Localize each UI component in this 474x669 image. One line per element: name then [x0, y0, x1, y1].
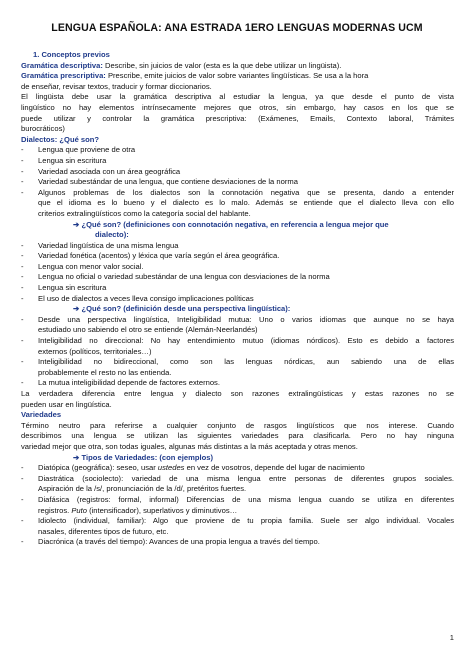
paragraph-line: pueden usar en lingüística. [21, 399, 112, 409]
page-number: 1 [449, 633, 454, 642]
section-heading-conceptos: 1. Conceptos previos [33, 50, 110, 59]
list-item: - Variedad fonética (acentos) y léxica que varía según el área geográfica. [21, 251, 454, 262]
list-item: - Lengua sin escritura [21, 283, 454, 294]
gramatica-prescriptiva-text: Prescribe, emite juicios de valor sobre variantes lingüísticas. Se usa a la hora [105, 71, 369, 81]
gramatica-prescriptiva-label: Gramática prescriptiva: [21, 71, 106, 81]
gramatica-descriptiva-text: Describe, sin juicios de valor (esta es la que debe utilizar un lingüista). [102, 60, 342, 70]
list-item: - Variedad subestándar de una lengua, que contiene desviaciones de la norma [21, 177, 454, 188]
list-item-idiolecto: - Idiolecto (individual, familiar): Algo que proviene de tu propia familia. Suele ser algo individual. Vocales [21, 516, 454, 527]
arrow-heading-negativa: ➔ ¿Qué son? (definiciones con connotación negativa, en referencia a lengua mejor que [73, 219, 389, 229]
list-item-cont: externos (políticos, territoriales…) [38, 346, 152, 356]
list-item: - Lengua con menor valor social. [21, 262, 454, 273]
list-item-cont: criterios extralingüísticos como la categoría social del hablante. [38, 208, 251, 218]
italic-segment: Puto [71, 505, 87, 515]
list-item-cont: que el idioma es lo bueno y el dialecto es lo malo. Además se entiende que el dialecto lleva con ello [38, 198, 454, 208]
paragraph-line: puede utilizar y controlar la gramática prescriptiva: (Exámenes, Emails, Contexto laboral, Trámites [21, 113, 454, 123]
list-item: - Lengua no oficial o variedad subestándar de una lengua con desviaciones de la norma [21, 272, 454, 283]
list-item-diatopica [21, 463, 454, 474]
list-item: - Desde una perspectiva lingüística, Inteligibilidad mutua: Uno o varios idiomas que aunque no se haya [21, 315, 454, 326]
list-item: - Lengua sin escritura [21, 156, 454, 167]
list-item: - Algunos problemas de los dialectos son la connotación negativa que se presenta, dando a entender [21, 188, 454, 199]
gramatica-descriptiva-label: Gramática descriptiva: [21, 60, 103, 70]
list-item: - Variedad asociada con un área geográfica [21, 167, 454, 178]
list-item: - Variedad lingüística de una misma lengua [21, 241, 454, 252]
paragraph-line: La verdadera diferencia entre lengua y dialecto son razones extralingüísticas y estas razones no se [21, 389, 454, 398]
arrow-heading-linguistica: ➔ ¿Qué son? (definición desde una perspectiva lingüística): [73, 304, 291, 314]
list-item-cont: estudiado uno sabiendo el otro se entiende (Alemán-Neerlandés) [38, 325, 258, 335]
list-item-diastratica: - Diastrática (sociolecto): variedad de una misma lengua entre personas de diferentes grupos sociales. [21, 474, 454, 485]
dialectos-heading: Dialectos: ¿Qué son? [21, 134, 100, 144]
variedades-heading: Variedades [21, 410, 62, 420]
text-segment: Diatópica (geográfica): seseo, usar [38, 463, 158, 473]
text-segment: en vez de vosotros, depende del lugar de nacimiento [184, 463, 365, 473]
gramatica-descriptiva-line [21, 61, 454, 72]
text-segment: registros. [38, 505, 72, 515]
paragraph-line: El lingüista debe usar la gramática descriptiva al estudiar la lengua, ya que desde el punto de vista [21, 92, 454, 102]
list-item-cont: probablemente el resto no las entienda. [38, 367, 172, 377]
paragraph-line: burocráticos) [21, 124, 65, 134]
list-item: - La mutua inteligibilidad depende de factores externos. [21, 378, 454, 389]
paragraph-line: Término neutro para referirse a cualquier conjunto de rasgos lingüísticos que nos interese. Cuando [21, 420, 454, 430]
gramatica-prescriptiva-cont: de enseñar, revisar textos, traducir y formar diccionarios. [21, 81, 212, 91]
list-item-cont: nasales, diferentes tipos de futuro, etc. [38, 526, 169, 536]
list-item: - El uso de dialectos a veces lleva consigo implicaciones políticas [21, 294, 454, 305]
document-body [21, 50, 454, 548]
italic-segment: ustedes [157, 463, 185, 473]
list-item: - Inteligibilidad no direccional: No hay entendimiento mutuo (idiomas nórdicos). Esto es debido a factores [21, 336, 454, 347]
paragraph-line: describimos una lengua se utilizan las siguientes variedades para clasificarla. Pero no hay ninguna [21, 431, 454, 441]
list-item: - Lengua que proviene de otra [21, 145, 454, 156]
list-item-diacronica: - Diacrónica (a través del tiempo): Avances de una propia lengua a través del tiempo. [21, 537, 454, 548]
paragraph-line: lingüístico no hay elementos intrínsecamente mejores que otros, sin embargo, hay casos en los que se [21, 102, 454, 112]
paragraph-line: variedad mejor que otra, son todas iguales, algunas más distintas a la más aceptada y otras menos. [21, 441, 358, 451]
document-title: LENGUA ESPAÑOLA: ANA ESTRADA 1ERO LENGUAS MODERNAS UCM [51, 22, 423, 34]
gramatica-prescriptiva-line [21, 71, 454, 82]
list-item: - Inteligibilidad no bidireccional, como son las lenguas nórdicas, aun sabiendo una de ellas [21, 357, 454, 368]
arrow-heading-tipos: ➔ Tipos de Variedades: (con ejemplos) [73, 452, 213, 462]
text-segment: (intensificador), superlativos y diminutivos… [86, 505, 238, 515]
list-item-diafasica: - Diafásica (registros: formal, informal) Diferencias de una misma lengua cuando se utiliza en diferentes [21, 495, 454, 506]
arrow-heading-negativa-cont: dialecto): [95, 230, 129, 240]
list-item-cont [21, 506, 454, 517]
list-item-cont: Aspiración de la /s/, pronunciación de la /d/, pretéritos fuertes. [38, 484, 247, 494]
